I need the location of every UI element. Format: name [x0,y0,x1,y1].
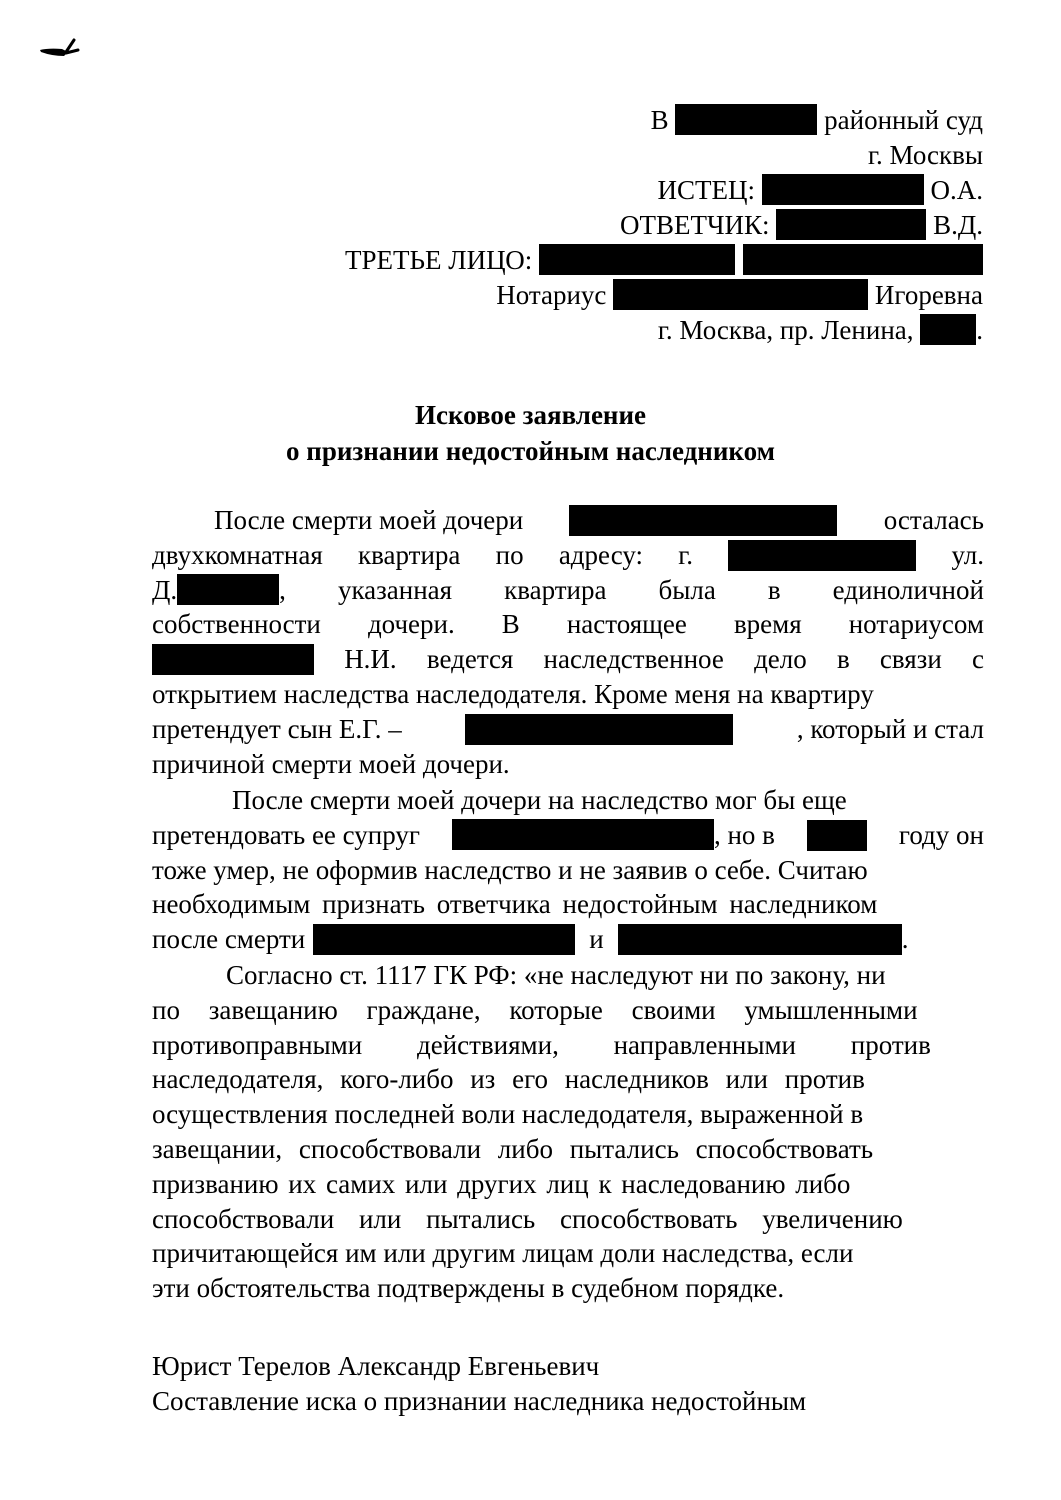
text: претендует сын Е.Г. – [152,713,402,744]
signature-name: Юрист Терелов Александр Евгеньевич [152,1351,600,1381]
text: претендовать ее супруг [152,819,420,850]
text: дело [754,644,807,675]
city-line: г. Москвы [867,140,983,170]
court-suffix: районный суд [824,105,983,135]
document-subtitle: о признании недостойным наследником [286,436,775,466]
text: настоящее [566,609,687,640]
notary-line [496,278,983,312]
text-line: причитающейся им или другим лицам доли наследства, если [152,1238,854,1269]
document-title: Исковое заявление [414,400,647,430]
text-line: завещании, способствовали либо пытались способствовать [152,1133,874,1164]
third-party-label: ТРЕТЬЕ ЛИЦО: [345,245,533,275]
text-line: противоправными действиями, направленными против [152,1029,931,1060]
plaintiff-line [658,173,984,207]
text: нотариусом [848,609,984,640]
redaction-box [569,505,837,536]
defendant-line [620,208,983,242]
text-line [152,503,984,538]
paragraph-1 [152,503,984,781]
text: наследственное [543,644,724,675]
text: по [495,539,524,570]
redaction-box [452,819,714,850]
text: единоличной [832,574,984,605]
text: осталась [883,505,984,535]
text: В [501,609,520,640]
text: После смерти моей дочери [214,505,524,535]
text: после смерти [152,924,306,955]
text: дочери. [367,609,455,640]
text-line: Согласно ст. 1117 ГК РФ: «не наследуют ни по закону, ни [226,960,886,990]
text: квартира [358,539,461,570]
text-line: по завещанию граждане, которые своими умышленными [152,994,918,1025]
redaction-box [618,924,902,955]
text: Д. [152,574,178,605]
address-prefix: г. Москва, пр. Ленина, [657,315,914,345]
text: в [836,644,850,675]
plaintiff-label: ИСТЕЦ: [657,175,755,205]
text: двухкомнатная [152,539,323,570]
text-line: причиной смерти моей дочери. [152,748,510,779]
redaction-box [613,279,868,310]
text-line [152,642,984,677]
signature-caption: Составление иска о признании наследника недостойным [152,1386,807,1416]
text: была [658,574,716,605]
address-line [658,313,983,347]
text: . [901,924,909,955]
redaction-box [776,209,926,240]
text: с [972,644,984,675]
defendant-label: ОТВЕТЧИК: [620,210,770,240]
redaction-box [539,244,735,275]
text-line: эти обстоятельства подтверждены в судебном порядке. [152,1273,785,1304]
defendant-initials: В.Д. [933,210,983,240]
text: ул. [951,539,984,570]
text: собственности [152,609,321,640]
text: указанная [337,574,453,605]
scribble-mark-icon [38,38,84,60]
text-line [152,712,984,747]
redaction-box [675,104,817,135]
notary-patronymic: Игоревна [874,280,983,310]
text-line: способствовали или пытались способствовать увеличению [152,1203,903,1234]
court-prefix: В [650,105,669,135]
text-line [152,538,984,573]
text-line: необходимым признать ответчика недостойным наследником [152,889,878,920]
text-line [152,922,984,957]
redaction-box [762,174,924,205]
text: , но в [713,819,775,850]
text: ведется [426,644,514,675]
text: Н.И. [344,644,397,675]
redaction-box [152,644,314,675]
paragraph-2 [152,783,984,957]
text-line [152,818,984,853]
paragraph-3-quote [152,958,984,1306]
text: и [589,924,604,955]
text-line: После смерти моей дочери на наследство мог бы еще [232,785,847,815]
text-line: наследодателя, кого-либо из его наследников или против [152,1064,865,1095]
text: в [767,574,781,605]
redaction-box [807,820,867,851]
redaction-box [177,574,279,605]
text-line: осуществления последней воли наследодателя, выраженной в [152,1099,864,1130]
text-line [152,573,984,608]
court-line [651,103,983,137]
text: адресу: [558,539,643,570]
text: году он [898,819,984,850]
text: время [733,609,802,640]
text-line: призванию их самих или других лиц к наследованию либо [152,1168,851,1199]
text-group [452,818,775,853]
address-end: . [976,315,983,345]
notary-prefix: Нотариус [496,280,607,310]
redaction-box [465,714,733,745]
text: , [279,574,286,605]
text-group [152,573,286,608]
text: связи [879,644,942,675]
text-line: тоже умер, не оформив наследство и не заявив о себе. Считаю [152,854,868,885]
third-party-line [345,243,983,277]
redaction-box [743,244,983,275]
text: , который и стал [796,713,984,744]
redaction-box [728,540,916,571]
redaction-box [313,924,575,955]
text-line [152,607,984,642]
text-line: открытием наследства наследодателя. Кроме меня на квартиру [152,678,874,709]
plaintiff-initials: О.А. [930,175,983,205]
text: г. [678,539,693,570]
text: квартира [504,574,607,605]
redaction-box [920,314,976,345]
